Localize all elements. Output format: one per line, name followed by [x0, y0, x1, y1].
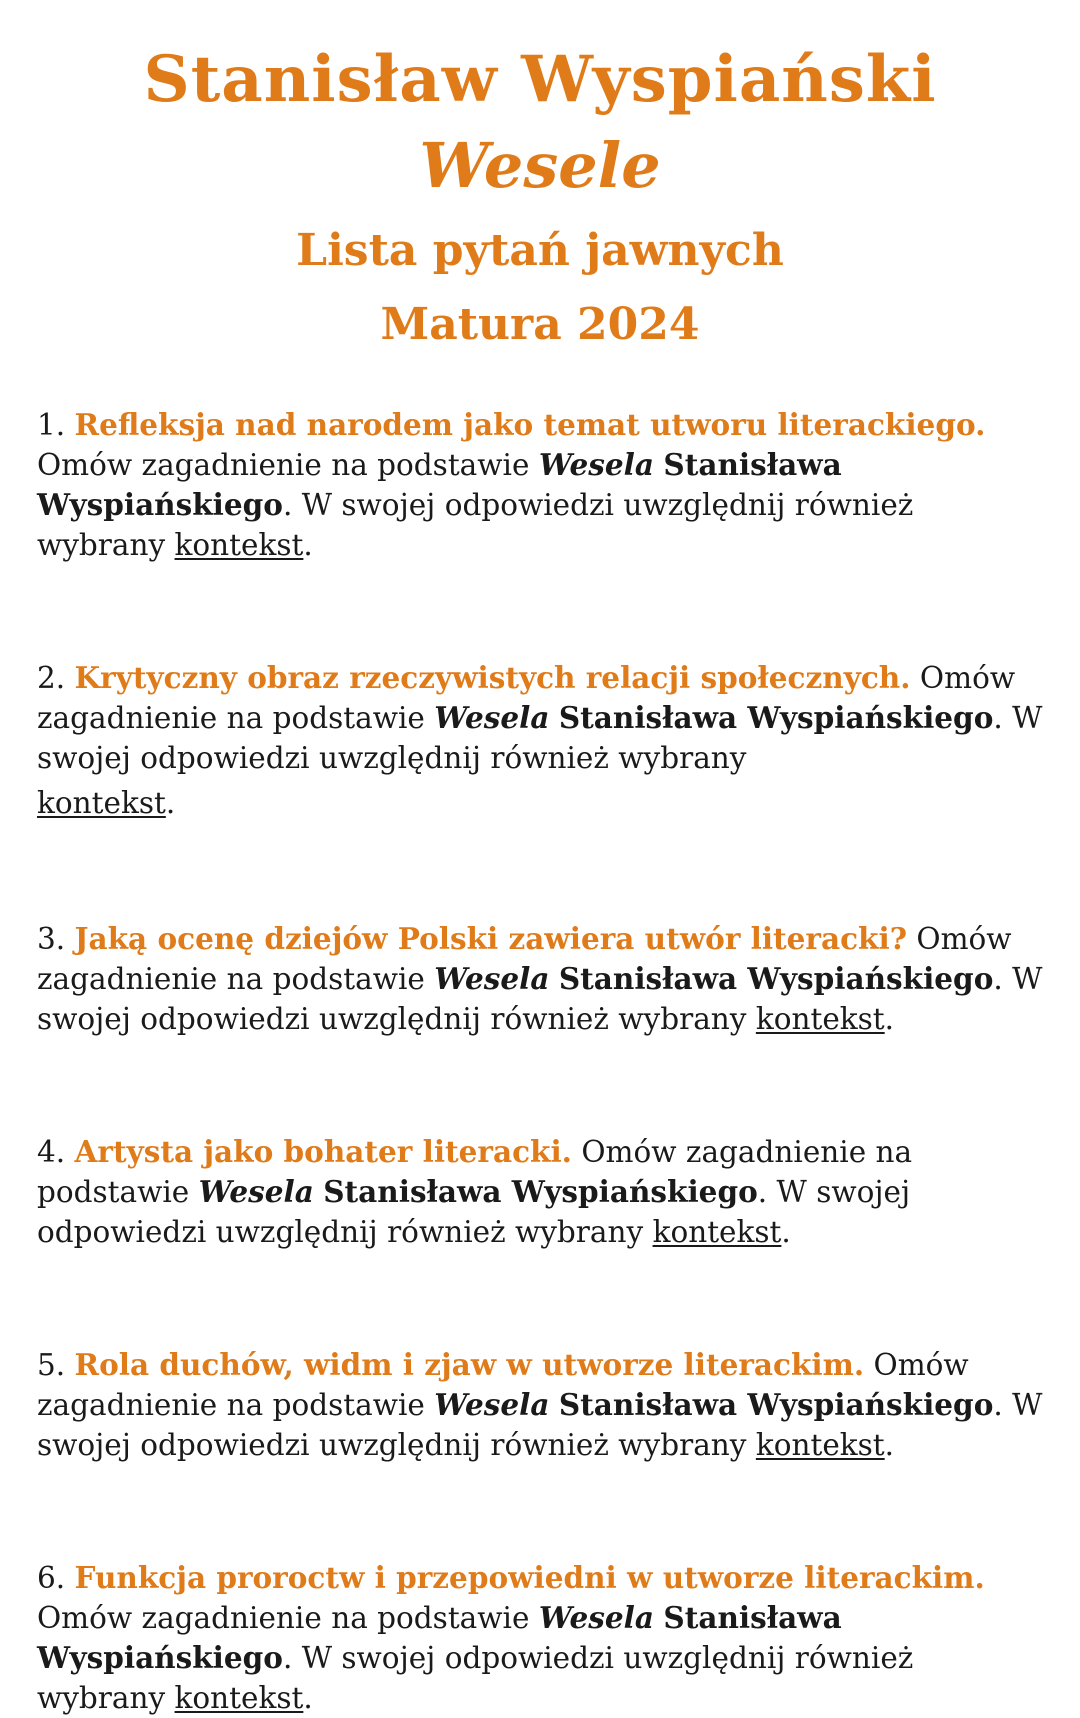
question-item — [37, 1345, 1047, 1465]
question-instruction: Omów zagadnienie na podstawie — [37, 448, 530, 482]
author-reference: Stanisława Wyspiańskiego — [558, 1387, 994, 1422]
work-reference: Wesela — [434, 961, 550, 996]
author-reference: Stanisława Wyspiańskiego — [323, 1174, 758, 1209]
author-title: Stanisław Wyspiański — [143, 42, 937, 117]
work-reference: Wesela — [434, 700, 550, 735]
context-link: kontekst — [174, 1681, 304, 1715]
question-number: 3. — [37, 922, 66, 956]
question-number: 4. — [37, 1135, 66, 1169]
question-instruction: Omów zagadnienie na podstawie — [37, 1601, 530, 1635]
question-instruction: Omów zagadnienie na podstawie — [37, 1348, 969, 1422]
author-reference: Stanisława Wyspiańskiego — [558, 961, 994, 996]
question-number: 6. — [37, 1561, 66, 1595]
question-item — [37, 919, 1047, 1039]
work-title: Wesele — [419, 129, 661, 202]
question-topic: Rola duchów, widm i zjaw w utworze literackim. — [74, 1347, 865, 1382]
question-end: . — [303, 528, 313, 562]
document-header — [0, 40, 1080, 360]
question-topic: Krytyczny obraz rzeczywistych relacji społecznych. — [74, 660, 911, 695]
question-end: . — [884, 1428, 895, 1462]
question-instruction: Omów zagadnienie na podstawie — [37, 1135, 913, 1209]
work-reference: Wesela — [538, 1600, 655, 1635]
question-instruction-cont: . W swojej odpowiedzi uwzględnij również wybrany — [37, 962, 1043, 1036]
question-topic: Funkcja proroctw i przepowiedni w utworze literackim. — [74, 1560, 985, 1595]
author-reference: Stanisława Wyspiańskiego — [37, 447, 842, 522]
question-instruction-cont: . W swojej odpowiedzi uwzględnij również wybrany — [37, 701, 1043, 775]
question-item — [37, 1558, 1047, 1718]
question-instruction-cont: . W swojej odpowiedzi uwzględnij również wybrany — [37, 1388, 1043, 1462]
question-instruction-cont: . W swojej odpowiedzi uwzględnij również wybrany — [37, 488, 914, 562]
question-end: . — [303, 1681, 313, 1715]
context-link: kontekst — [755, 1428, 885, 1462]
list-title: Lista pytań jawnych — [296, 225, 784, 276]
question-end: . — [884, 1002, 895, 1036]
author-reference: Stanisława Wyspiańskiego — [37, 1600, 842, 1675]
question-number: 5. — [37, 1348, 66, 1382]
question-item — [37, 405, 1047, 565]
question-instruction-cont: . W swojej odpowiedzi uwzględnij również wybrany — [37, 1641, 914, 1715]
work-reference: Wesela — [198, 1174, 314, 1209]
question-topic: Refleksja nad narodem jako temat utworu literackiego. — [74, 407, 986, 442]
question-item — [37, 658, 1047, 823]
question-end: . — [781, 1215, 791, 1249]
question-list — [37, 405, 1047, 1718]
exam-title: Matura 2024 — [380, 299, 700, 350]
question-item — [37, 1132, 1047, 1252]
context-link: kontekst — [755, 1002, 885, 1036]
context-link: kontekst — [174, 528, 304, 562]
question-topic: Artysta jako bohater literacki. — [74, 1134, 572, 1169]
work-reference: Wesela — [538, 447, 655, 482]
question-instruction: Omów zagadnienie na podstawie — [37, 661, 1016, 735]
question-topic: Jaką ocenę dziejów Polski zawiera utwór literacki? — [74, 921, 907, 956]
question-number: 1. — [37, 408, 66, 442]
context-link: kontekst — [652, 1215, 782, 1249]
context-link: kontekst — [37, 786, 166, 820]
work-reference: Wesela — [434, 1387, 550, 1422]
question-number: 2. — [37, 661, 66, 695]
question-instruction: Omów zagadnienie na podstawie — [37, 922, 1012, 996]
question-instruction-cont: . W swojej odpowiedzi uwzględnij również wybrany — [37, 1175, 911, 1249]
question-end: . — [165, 786, 176, 820]
author-reference: Stanisława Wyspiańskiego — [558, 700, 994, 735]
